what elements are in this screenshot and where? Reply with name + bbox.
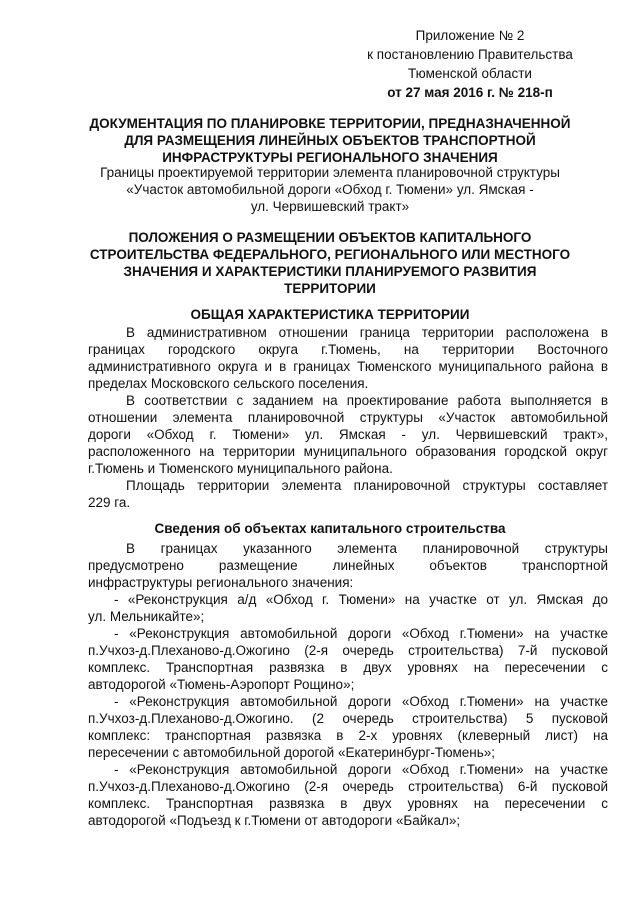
title-line: ДОКУМЕНТАЦИЯ ПО ПЛАНИРОВКЕ ТЕРРИТОРИИ, ПРЕДНАЗНАЧЕННОЙ bbox=[89, 116, 571, 131]
annex-number: Приложение № 2 bbox=[415, 28, 525, 43]
annex-block bbox=[340, 26, 600, 102]
subtitle-line: Границы проектируемой территории элемента планировочной структуры bbox=[100, 165, 560, 180]
annex-date: от 27 мая 2016 г. № 218-п bbox=[387, 85, 553, 100]
list-item-line: комплекс. Транспортная развязка в двух уровнях на пересечении с bbox=[88, 660, 608, 675]
list-item-line: пересечении с автомобильной дорогой «Екатеринбург-Тюмень»; bbox=[88, 745, 496, 760]
list-item-line: комплекс. Транспортная развязка в двух уровнях на пересечении с bbox=[88, 796, 608, 811]
text-line: расположенного на территории муниципального образования городской округ bbox=[88, 444, 608, 459]
text-line: пределах Московского сельского поселения. bbox=[88, 376, 369, 391]
capital-heading: Сведения об объектах капитального строительства bbox=[154, 521, 506, 536]
annex-region: Тюменской области bbox=[408, 66, 532, 81]
list-item-line: автодорогой «Подъезд к г.Тюмени от автодороги «Байкал»; bbox=[88, 813, 461, 828]
text-line: В соответствии с заданием на проектирование работа выполняется в bbox=[126, 393, 608, 408]
list-item-line: - «Реконструкция автомобильной дороги «Обход г.Тюмени» на участке bbox=[114, 626, 608, 641]
text-line: Площадь территории элемента планировочной структуры составляет bbox=[126, 478, 608, 493]
section-heading-line: ПОЛОЖЕНИЯ О РАЗМЕЩЕНИИ ОБЪЕКТОВ КАПИТАЛЬНОГО bbox=[128, 230, 532, 245]
section-heading-line: СТРОИТЕЛЬСТВА ФЕДЕРАЛЬНОГО, РЕГИОНАЛЬНОГО ИЛИ МЕСТНОГО bbox=[89, 247, 571, 262]
annex-ref: к постановлению Правительства bbox=[367, 47, 573, 62]
section-heading bbox=[60, 229, 600, 297]
text-line: 229 га. bbox=[88, 495, 131, 510]
section-heading-line: ТЕРРИТОРИИ bbox=[284, 281, 376, 296]
list-item-line: п.Учхоз-д.Плеханово-д.Ожогино (2-я очередь строительства) 6-й пусковой bbox=[88, 779, 608, 794]
text-line: В административном отношении граница территории расположена в bbox=[126, 325, 608, 340]
document-title bbox=[60, 115, 600, 166]
list-item-line: - «Реконструкция автомобильной дороги «Обход г.Тюмени» на участке bbox=[114, 694, 608, 709]
list-item-line: - «Реконструкция а/д «Обход г. Тюмени» на участке от ул. Ямская до bbox=[114, 592, 608, 607]
text-line: отношении элемента планировочной структуры «Участок автомобильной bbox=[88, 410, 608, 425]
list-item-line: п.Учхоз-д.Плеханово-д.Ожогино. (2 очередь строительства) 5 пусковой bbox=[88, 711, 608, 726]
subtitle-line: «Участок автомобильной дороги «Обход г. Тюмени» ул. Ямская - bbox=[126, 182, 534, 197]
text-line: границах городского округа г.Тюмень, на территории Восточного bbox=[88, 342, 608, 357]
list-item-line: - «Реконструкция автомобильной дороги «Обход г.Тюмени» на участке bbox=[114, 762, 608, 777]
general-text bbox=[88, 324, 608, 511]
text-line: инфраструктуры регионального значения: bbox=[88, 575, 354, 590]
text-line: В границах указанного элемента планировочной структуры bbox=[126, 541, 608, 556]
text-line: дороги «Обход г. Тюмени» ул. Ямская - ул. Червишевский тракт», bbox=[88, 427, 608, 442]
title-line: ДЛЯ РАЗМЕЩЕНИЯ ЛИНЕЙНЫХ ОБЪЕКТОВ ТРАНСПОРТНОЙ bbox=[124, 133, 536, 148]
section-heading-line: ЗНАЧЕНИЯ И ХАРАКТЕРИСТИКИ ПЛАНИРУЕМОГО РАЗВИТИЯ bbox=[123, 264, 537, 279]
subtitle-line: ул. Червишевский тракт» bbox=[250, 199, 410, 214]
document-subtitle bbox=[60, 164, 600, 215]
text-line: административного округа и в границах Тюменского муниципального района в bbox=[88, 359, 608, 374]
text-line: предусмотрено размещение линейных объектов транспортной bbox=[88, 558, 608, 573]
capital-text bbox=[88, 540, 608, 829]
list-item-line: автодорогой «Тюмень-Аэропорт Рощино»; bbox=[88, 677, 355, 692]
list-item-line: ул. Мельникайте»; bbox=[88, 609, 205, 624]
general-heading: ОБЩАЯ ХАРАКТЕРИСТИКА ТЕРРИТОРИИ bbox=[190, 307, 470, 322]
title-line: ИНФРАСТРУКТУРЫ РЕГИОНАЛЬНОГО ЗНАЧЕНИЯ bbox=[162, 150, 498, 165]
text-line: г.Тюмень и Тюменского муниципального района. bbox=[88, 461, 393, 476]
list-item-line: п.Учхоз-д.Плеханово-д.Ожогино (2-я очередь строительства) 7-й пусковой bbox=[88, 643, 608, 658]
list-item-line: комплекс: транспортная развязка в 2-х уровнях (клеверный лист) на bbox=[88, 728, 608, 743]
